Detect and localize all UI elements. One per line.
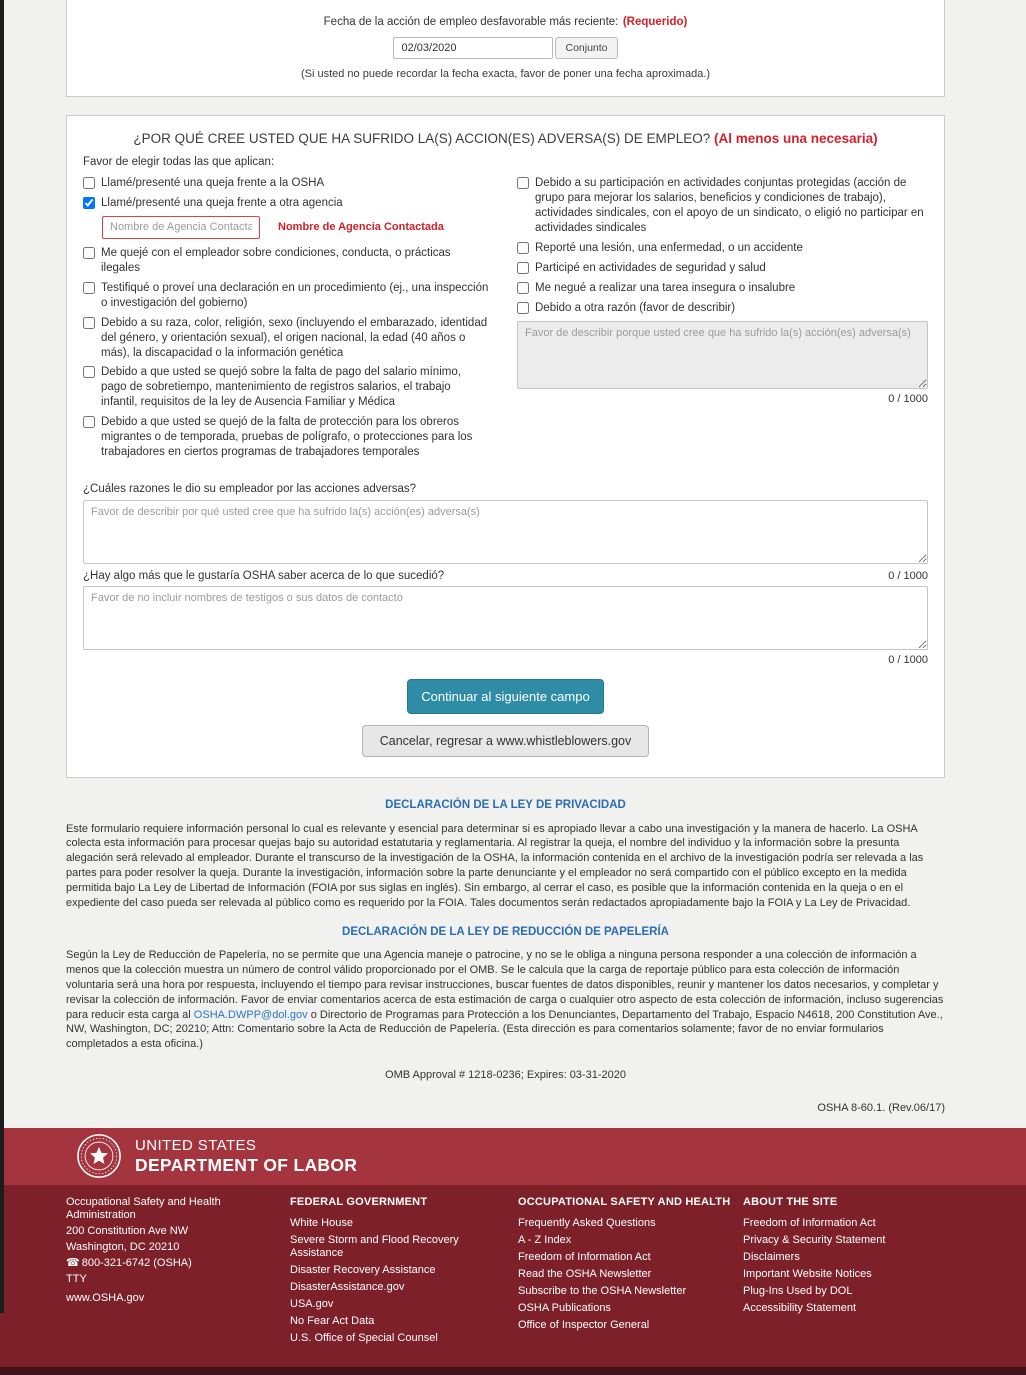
- footer-phone-line: [66, 1257, 290, 1270]
- footer-masthead: [0, 1128, 1026, 1185]
- footer-link[interactable]: Important Website Notices: [743, 1267, 872, 1280]
- footer-link[interactable]: Frequently Asked Questions: [518, 1216, 656, 1229]
- reason-item-osha-complaint: [83, 176, 489, 191]
- reason-label: Participé en actividades de seguridad y salud: [535, 261, 766, 274]
- footer-link[interactable]: A - Z Index: [518, 1233, 572, 1246]
- footer-osh-column: [518, 1196, 743, 1349]
- footer-column-heading: ABOUT THE SITE: [743, 1195, 838, 1208]
- reason-checkbox-complained-employer[interactable]: [83, 247, 95, 259]
- footer-united-states-label: UNITED STATES: [135, 1136, 257, 1154]
- footer-link[interactable]: Freedom of Information Act: [743, 1216, 876, 1229]
- employer-reasons-question-block: [83, 483, 928, 564]
- footer-federal-government-column: [290, 1196, 518, 1349]
- date-hint-text: (Si usted no puede recordar la fecha exacta, favor de poner una fecha aproximada.): [300, 68, 711, 80]
- reason-label: Debido a su participación en actividades conjuntas protegidas (acción de grupo para mejorar los salarios, beneficios y condiciones de trabajo), actividades sindicales, con el apoyo de un sindicato, o eligió no participar en actividades sindicales: [535, 177, 924, 234]
- more-info-char-counter: 0 / 1000: [888, 654, 928, 667]
- footer-osh-links: [518, 1217, 743, 1336]
- reason-label: Debido a que usted se quejó de la falta de protección para los obreros migrantes o de temporada, pruebas de polígrafo, o protecciones para los trabajadores en ciertos programas de trabajadores temporales: [101, 416, 473, 459]
- date-section-panel: [66, 0, 945, 97]
- reasons-columns: [83, 176, 928, 465]
- footer-about-links: [743, 1217, 885, 1319]
- footer-link[interactable]: White House: [290, 1216, 353, 1229]
- reason-label: Testifiqué o proveí una declaración en un procedimiento (ej., una inspección o investigación del gobierno): [101, 281, 489, 309]
- employer-reasons-char-counter: 0 / 1000: [888, 570, 928, 583]
- reason-label: Debido a otra razón (favor de describir): [535, 301, 736, 314]
- footer-contact-line: Washington, DC 20210: [66, 1240, 180, 1253]
- footer-link-columns: [0, 1185, 1026, 1367]
- reason-checkbox-osha-complaint[interactable]: [83, 177, 95, 189]
- reason-checkbox-wage-complaint[interactable]: [83, 366, 95, 378]
- paperwork-reduction-body: [66, 948, 945, 1052]
- paperwork-reduction-heading: DECLARACIÓN DE LA LEY DE REDUCCIÓN DE PAPELERÍA: [342, 925, 669, 938]
- other-reason-textarea[interactable]: [517, 321, 928, 389]
- date-label-text: Fecha de la acción de empleo desfavorable más reciente:: [323, 16, 619, 28]
- cancel-button[interactable]: Cancelar, regresar a www.whistleblowers.gov: [362, 725, 650, 757]
- other-reason-char-counter: 0 / 1000: [888, 392, 928, 405]
- footer-link[interactable]: OSHA Publications: [518, 1301, 611, 1314]
- date-input[interactable]: [393, 37, 553, 59]
- footer-contact-line: 200 Constitution Ave NW: [66, 1224, 189, 1237]
- footer-link[interactable]: Privacy & Security Statement: [743, 1233, 886, 1246]
- reason-item-other-reason: [517, 301, 928, 316]
- footer-contact-lines: [66, 1196, 290, 1254]
- footer-contact-column: [66, 1196, 290, 1349]
- more-info-textarea[interactable]: [83, 586, 928, 650]
- footer-link[interactable]: Disaster Recovery Assistance: [290, 1263, 436, 1276]
- dwpp-email-link[interactable]: OSHA.DWPP@dol.gov: [193, 1008, 308, 1021]
- continue-button[interactable]: Continuar al siguiente campo: [407, 679, 603, 714]
- footer-column-heading: FEDERAL GOVERNMENT: [290, 1195, 428, 1208]
- footer-department-of-labor-label: DEPARTMENT OF LABOR: [135, 1154, 358, 1175]
- agency-required-label: Nombre de Agencia Contactada: [278, 221, 444, 234]
- form-action-buttons: [83, 679, 928, 757]
- employer-reasons-textarea[interactable]: [83, 500, 928, 564]
- more-info-question-row: [83, 570, 928, 582]
- footer-about-column: [743, 1196, 885, 1349]
- footer-link[interactable]: Subscribe to the OSHA Newsletter: [518, 1284, 687, 1297]
- reason-item-complained-employer: [83, 246, 489, 276]
- reason-item-testified: [83, 281, 489, 311]
- form-number-line: OSHA 8-60.1. (Rev.06/17): [817, 1101, 945, 1114]
- reason-label: Reporté una lesión, una enfermedad, o un accidente: [535, 241, 803, 254]
- dol-seal-logo: [76, 1133, 122, 1179]
- reason-label: Llamé/presenté una queja frente a otra agencia: [101, 196, 343, 209]
- footer-tty-link[interactable]: TTY: [66, 1272, 87, 1285]
- footer-link[interactable]: Plug-Ins Used by DOL: [743, 1284, 853, 1297]
- footer-link[interactable]: Office of Inspector General: [518, 1318, 650, 1331]
- reason-label: Me quejé con el empleador sobre condiciones, conducta, o prácticas ilegales: [101, 246, 451, 274]
- reason-item-reported-injury: [517, 241, 928, 256]
- reason-label: Debido a su raza, color, religión, sexo (incluyendo el embarazado, identidad del género, y orientación sexual), el origen nacional, la edad (40 años o más), la discapacidad o la información genética: [101, 316, 488, 359]
- reason-checkbox-refused-unsafe-task[interactable]: [517, 282, 529, 294]
- reasons-left-column: [83, 176, 489, 465]
- reasons-right-column: [517, 176, 928, 465]
- date-required-badge: (Requerido): [622, 16, 688, 28]
- reason-checkbox-reported-injury[interactable]: [517, 242, 529, 254]
- approximate-date-button[interactable]: Conjunto: [555, 37, 617, 59]
- reason-checkbox-testified[interactable]: [83, 282, 95, 294]
- reason-item-refused-unsafe-task: [517, 281, 928, 296]
- reason-label: Llamé/presenté una queja frente a la OSHA: [101, 177, 325, 189]
- footer-website-link[interactable]: www.OSHA.gov: [66, 1291, 145, 1304]
- reason-checkbox-protected-activities[interactable]: [517, 177, 529, 189]
- paperwork-body-end: o Directorio de Programas para Protección a los Denunciantes, Departamento del Trabajo, Espacio N4618, 200 Constitution Ave., NW, Washington, DC; 20210; Attn: Comentario sobre la Acta de Reducción de Papelería. (Esta dirección es para comentarios solamente; favor de no enviar formularios completados a esta oficina.): [66, 1008, 943, 1051]
- privacy-act-heading: DECLARACIÓN DE LA LEY DE PRIVACIDAD: [385, 799, 626, 812]
- footer-link[interactable]: Severe Storm and Flood Recovery Assistance: [290, 1233, 459, 1259]
- section-title: [83, 131, 928, 146]
- reason-checkbox-other-reason[interactable]: [517, 302, 529, 314]
- footer-link[interactable]: No Fear Act Data: [290, 1314, 375, 1327]
- footer-link[interactable]: Accessibility Statement: [743, 1301, 857, 1314]
- footer-link[interactable]: DisasterAssistance.gov: [290, 1280, 405, 1293]
- footer-link[interactable]: U.S. Office of Special Counsel: [290, 1331, 438, 1344]
- footer-link[interactable]: Read the OSHA Newsletter: [518, 1267, 652, 1280]
- footer-column-heading: OCCUPATIONAL SAFETY AND HEALTH: [518, 1195, 731, 1208]
- page-footer: [0, 1128, 1026, 1375]
- footer-link[interactable]: Disclaimers: [743, 1250, 800, 1263]
- footer-link[interactable]: Freedom of Information Act: [518, 1250, 651, 1263]
- date-question-label: [83, 12, 928, 30]
- paperwork-body-start: Según la Ley de Reducción de Papelería, no se permite que una Agencia maneje o patrocine, y no se le obliga a ninguna persona responder a una colección de información a menos que la colección muestra un número de control válido proporcionado por el OMB. Se le calcula que la carga de reportaje público para esta colección de información voluntaria será una hora por respuesta, incluyendo el tiempo para revisar instrucciones, buscar fuentes de datos disponibles, reunir y mantener los datos necesarios, y completar y revisar la colección de información. Favor de enviar comentarios acerca de esta estimación de carga o cualquier otro aspecto de esta colección de información, incluso sugerencias para reducir esta carga al: [66, 949, 944, 1021]
- more-info-question: ¿Hay algo más que le gustaría OSHA saber acerca de lo que sucedió?: [83, 570, 445, 583]
- reason-item-wage-complaint: [83, 365, 489, 410]
- date-input-row: [83, 37, 928, 59]
- reason-checkbox-discrimination[interactable]: [83, 317, 95, 329]
- footer-link[interactable]: USA.gov: [290, 1297, 334, 1310]
- employer-reasons-question: ¿Cuáles razones le dio su empleador por las acciones adversas?: [83, 483, 417, 496]
- select-all-instruction: Favor de elegir todas las que aplican:: [83, 156, 275, 168]
- reason-item-migrant-protection: [83, 415, 489, 460]
- agency-contacted-row: [102, 216, 489, 239]
- reason-checkbox-other-agency[interactable]: [83, 197, 95, 209]
- agency-name-input[interactable]: [102, 216, 260, 239]
- footer-agency-name: [135, 1137, 357, 1176]
- reason-label: Debido a que usted se quejó sobre la falta de pago del salario mínimo, pago de sobretiempo, mantenimiento de registros salarios, el trabajo infantil, requisitos de la ley de Ausencia Familiar y Médica: [101, 366, 461, 409]
- footer-contact-line: Occupational Safety and Health Administration: [66, 1195, 221, 1221]
- reason-label: Me negué a realizar una tarea insegura o insalubre: [535, 281, 796, 294]
- omb-approval-line: OMB Approval # 1218-0236; Expires: 03-31-2020: [385, 1069, 626, 1082]
- phone-icon: ☎: [66, 1256, 80, 1269]
- window-left-edge: [0, 0, 4, 1313]
- reason-item-other-agency-complaint: [83, 196, 489, 211]
- section-title-required: (Al menos una necesaria): [714, 131, 878, 146]
- reason-item-discrimination: [83, 316, 489, 361]
- reason-checkbox-migrant-protection[interactable]: [83, 416, 95, 428]
- privacy-act-body: Este formulario requiere información personal lo cual es relevante y esencial para determinar si es apropiado llevar a cabo una investigación y la manera de hacerlo. La OSHA colecta esta información para procesar quejas bajo su autoridad estatutaria y reglamentaria. Al registrar la queja, el nombre del individuo y la información sobre la presunta alegación será relevado al empleador. Durante el transcurso de la investigación de la OSHA, la información contenida en el archivo de la investigación podría ser relevada a las partes para poder resolver la queja. Durante la investigación, información sobre la parte denunciante y el empleador no será compartido con el público excepto en la medida permitida bajo La Ley de Libertad de Información (FOIA por sus siglas en inglés). Sin embargo, al cerrar el caso, es posible que la información contenida en la queja o en el expediente del caso pueda ser relevada al público como es requerido por la FOIA. Tales documentos serán redactados apropiadamente bajo la FOIA y La Ley de Privacidad.: [66, 822, 924, 909]
- footer-bottom-strip: [0, 1367, 1026, 1375]
- reason-checkbox-safety-activities[interactable]: [517, 262, 529, 274]
- section-title-text: ¿POR QUÉ CREE USTED QUE HA SUFRIDO LA(S) ACCION(ES) ADVERSA(S) DE EMPLEO?: [133, 131, 711, 146]
- footer-phone-link[interactable]: 800-321-6742 (OSHA): [81, 1256, 192, 1269]
- reason-item-protected-activities: [517, 176, 928, 236]
- legal-statements-section: [66, 798, 945, 1116]
- footer-federal-links: [290, 1217, 518, 1349]
- adverse-action-reasons-panel: [66, 115, 945, 778]
- reason-item-safety-activities: [517, 261, 928, 276]
